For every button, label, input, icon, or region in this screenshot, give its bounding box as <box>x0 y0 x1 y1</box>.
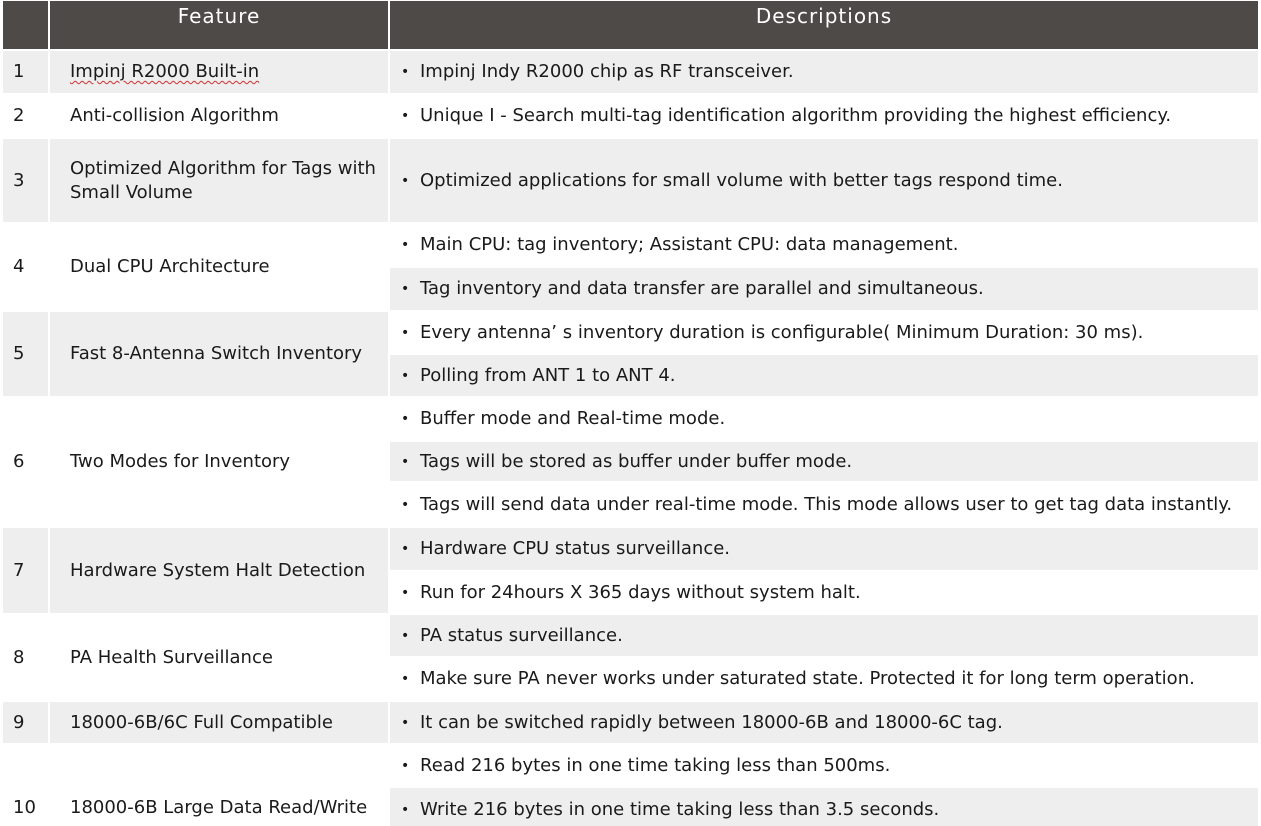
row-3-feature: Optimized Algorithm for Tags with Small Volume <box>50 139 388 222</box>
row-9-number: 9 <box>3 702 48 743</box>
row-2-feature: Anti-collision Algorithm <box>50 95 388 137</box>
row-8-desc-1 <box>390 615 1258 656</box>
row-5-desc-2 <box>390 355 1258 396</box>
bullet-icon: • <box>401 757 410 774</box>
bullet-icon: • <box>401 367 410 384</box>
bullet-icon: • <box>401 627 410 644</box>
row-5-number: 5 <box>3 312 48 396</box>
row-1-feature-text: Impinj R2000 Built-in <box>70 61 260 82</box>
row-10-desc-2 <box>390 788 1258 826</box>
bullet-icon: • <box>401 237 410 253</box>
bullet-icon: • <box>401 802 410 818</box>
row-5-desc-1 <box>390 312 1258 353</box>
row-8-number: 8 <box>3 615 48 700</box>
row-6-number: 6 <box>3 398 48 526</box>
row-4-feature: Dual CPU Architecture <box>50 224 388 310</box>
row-8-feature: PA Health Surveillance <box>50 615 388 700</box>
bullet-icon: • <box>401 324 410 341</box>
bullet-icon: • <box>401 411 410 427</box>
row-6-feature: Two Modes for Inventory <box>50 398 388 526</box>
row-7-number: 7 <box>3 528 48 613</box>
row-3-desc-1-text: Optimized applications for small volume with better tags respond time. <box>420 169 1063 191</box>
row-8-desc-2 <box>390 658 1258 700</box>
row-4-desc-2 <box>390 268 1258 310</box>
row-2-desc-1-text: Unique I - Search multi-tag identification algorithm providing the highest efficiency. <box>420 105 1172 126</box>
row-1-feature <box>50 51 388 93</box>
row-7-feature: Hardware System Halt Detection <box>50 528 388 613</box>
row-5-feature: Fast 8-Antenna Switch Inventory <box>50 312 388 396</box>
bullet-icon: • <box>401 64 410 80</box>
row-8-desc-2-text: Make sure PA never works under saturated state. Protected it for long term operation. <box>420 668 1195 689</box>
row-10-desc-1-text: Read 216 bytes in one time taking less than 500ms. <box>420 754 891 776</box>
row-6-desc-3-text: Tags will send data under real-time mode. This mode allows user to get tag data instantly. <box>420 493 1233 515</box>
row-3-number: 3 <box>3 139 48 222</box>
row-7-desc-1 <box>390 528 1258 570</box>
row-8-desc-1-text: PA status surveillance. <box>420 624 623 646</box>
row-9-feature: 18000-6B/6C Full Compatible <box>50 702 388 743</box>
bullet-icon: • <box>401 453 410 470</box>
row-7-desc-1-text: Hardware CPU status surveillance. <box>420 538 731 559</box>
row-6-desc-2 <box>390 442 1258 481</box>
bullet-icon: • <box>401 172 410 189</box>
header-descriptions-label: Descriptions <box>755 4 893 28</box>
row-10-number: 10 <box>3 745 48 826</box>
row-6-desc-1 <box>390 398 1258 440</box>
row-4-desc-2-text: Tag inventory and data transfer are parallel and simultaneous. <box>420 278 984 299</box>
row-1-desc-1-text: Impinj Indy R2000 chip as RF transceiver. <box>420 61 794 82</box>
row-1-desc-1 <box>390 51 1258 93</box>
header-descriptions-cell <box>390 1 1258 49</box>
row-2-number: 2 <box>3 95 48 137</box>
row-4-desc-1-text: Main CPU: tag inventory; Assistant CPU: data management. <box>420 234 959 255</box>
row-5-desc-2-text: Polling from ANT 1 to ANT 4. <box>420 364 676 386</box>
row-10-feature: 18000-6B Large Data Read/Write <box>50 745 388 826</box>
bullet-icon: • <box>401 108 410 124</box>
bullet-icon: • <box>401 496 410 513</box>
row-9-desc-1-text: It can be switched rapidly between 18000-6B and 18000-6C tag. <box>420 711 1003 733</box>
bullet-icon: • <box>401 671 410 687</box>
header-feature-cell <box>50 1 388 49</box>
row-10-desc-1 <box>390 745 1258 786</box>
row-6-desc-1-text: Buffer mode and Real-time mode. <box>420 408 726 429</box>
row-7-desc-2 <box>390 572 1258 613</box>
row-9-desc-1 <box>390 702 1258 743</box>
header-number-cell <box>3 1 48 49</box>
bullet-icon: • <box>401 584 410 601</box>
row-7-desc-2-text: Run for 24hours X 365 days without system halt. <box>420 581 861 603</box>
row-4-desc-1 <box>390 224 1258 266</box>
row-5-desc-1-text: Every antenna’ s inventory duration is configurable( Minimum Duration: 30 ms). <box>420 321 1144 343</box>
row-10-desc-2-text: Write 216 bytes in one time taking less than 3.5 seconds. <box>420 799 940 820</box>
bullet-icon: • <box>401 541 410 557</box>
row-2-desc-1 <box>390 95 1258 137</box>
row-6-desc-3 <box>390 483 1258 526</box>
bullet-icon: • <box>401 281 410 297</box>
row-4-number: 4 <box>3 224 48 310</box>
header-feature-label: Feature <box>177 4 261 28</box>
row-1-number: 1 <box>3 51 48 93</box>
bullet-icon: • <box>401 714 410 731</box>
row-6-desc-2-text: Tags will be stored as buffer under buffer mode. <box>420 450 853 472</box>
row-3-desc-1 <box>390 139 1258 222</box>
